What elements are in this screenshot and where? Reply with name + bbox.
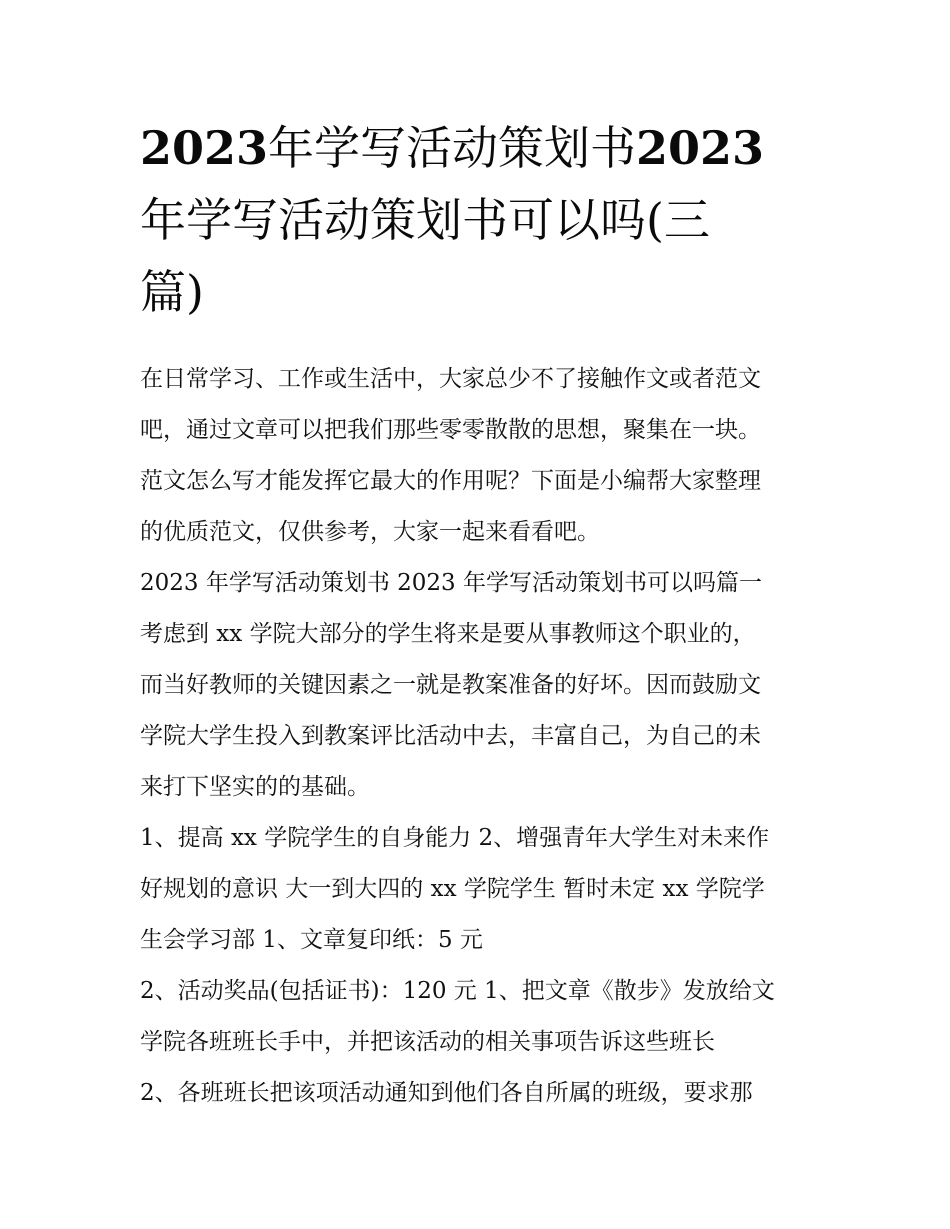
document-title [140,112,820,328]
body-line: 考虑到 xx 学院大部分的学生将来是要从事教师这个职业的， [140,621,756,647]
body-line: 来打下坚实的的基础。 [140,774,370,800]
body-line: 学院各班班长手中，并把该活动的相关事项告诉这些班长 [140,1029,715,1055]
title-line: 年学写活动策划书可以吗(三 [140,193,710,247]
body-line: 范文怎么写才能发挥它最大的作用呢？下面是小编帮大家整理 [140,468,761,494]
document-body [140,354,820,1119]
body-line: 2、各班班长把该项活动通知到他们各自所属的班级，要求那 [140,1080,753,1106]
body-line: 学院大学生投入到教案评比活动中去，丰富自己，为自己的未 [140,723,761,749]
title-line: 篇) [140,265,204,319]
body-line: 2、活动奖品(包括证书)：120 元 1、把文章《散步》发放给文 [140,978,775,1004]
body-line: 在日常学习、工作或生活中，大家总少不了接触作文或者范文 [140,366,761,392]
body-line: 好规划的意识 大一到大四的 xx 学院学生 暂时未定 xx 学院学 [140,876,765,902]
body-line: 1、提高 xx 学院学生的自身能力 2、增强青年大学生对未来作 [140,825,770,851]
title-year: 2023 [140,121,269,175]
title-year: 2023 [636,121,765,175]
body-line: 的优质范文，仅供参考，大家一起来看看吧。 [140,519,600,545]
body-line: 吧，通过文章可以把我们那些零零散散的思想，聚集在一块。 [140,417,761,443]
title-text: 年学写活动策划书 [268,121,637,175]
title-line [140,121,764,175]
body-line: 而当好教师的关键因素之一就是教案准备的好坏。因而鼓励文 [140,672,761,698]
section-heading: 2023 年学写活动策划书 2023 年学写活动策划书可以吗篇一 [140,570,762,596]
body-line: 生会学习部 1、文章复印纸：5 元 [140,927,483,953]
